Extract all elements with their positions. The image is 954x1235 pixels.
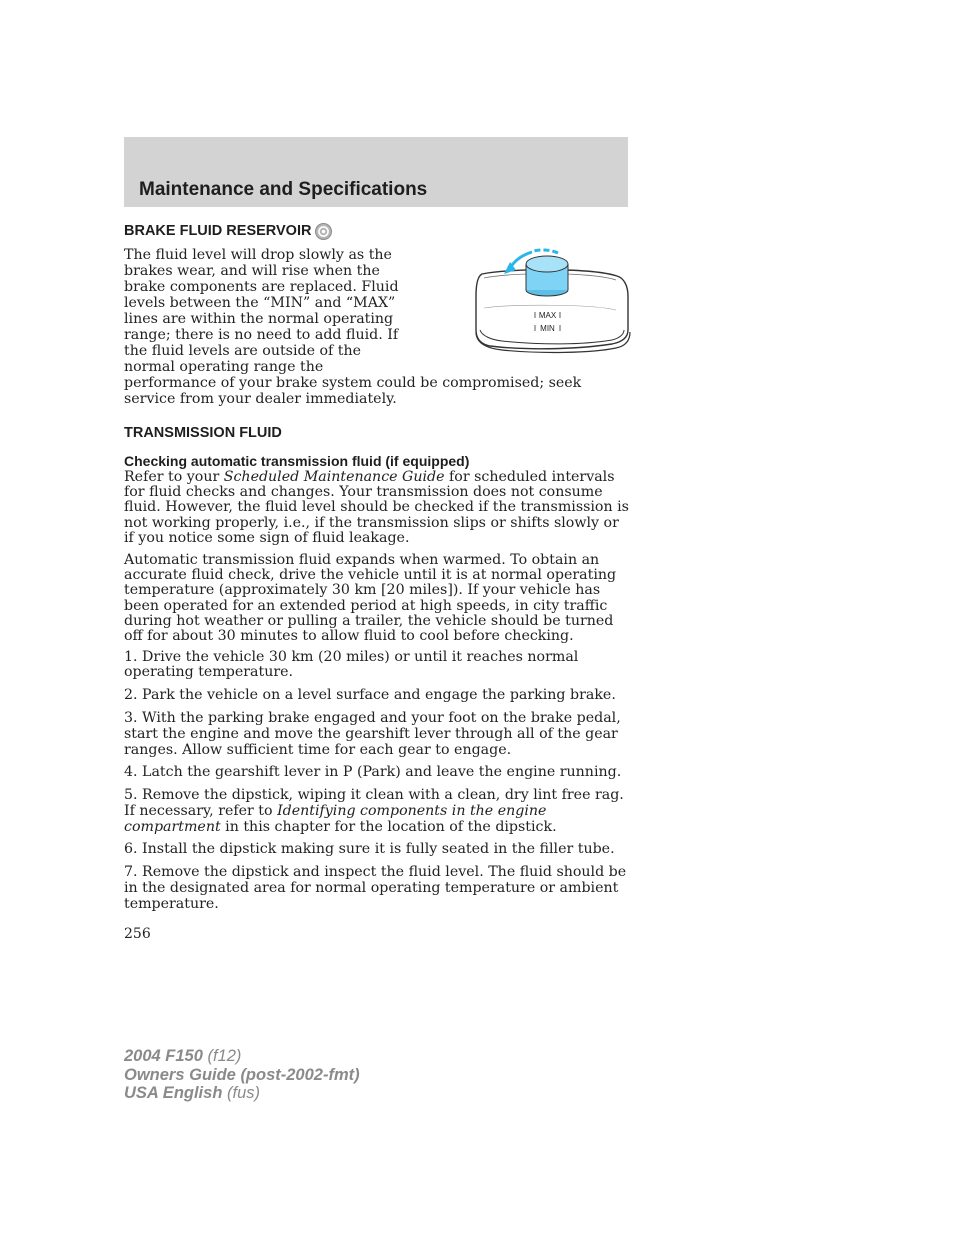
step-1: 1. Drive the vehicle 30 km (20 miles) or until it reaches normal operating temperature.	[124, 649, 579, 681]
footer-line-3	[124, 1084, 360, 1103]
text-span: in this chapter for the location of the dipstick.	[220, 819, 557, 836]
brake-heading-row	[124, 222, 632, 240]
transmission-paragraph-1	[124, 470, 632, 546]
text-span: 5. Remove the dipstick, wiping it clean with a clean, dry lint free rag. If necessary, refer to	[124, 787, 624, 820]
section-title: Maintenance and Specifications	[139, 179, 428, 200]
step-4: 4. Latch the gearshift lever in P (Park) and leave the engine running.	[124, 763, 622, 780]
service-gear-icon	[315, 223, 332, 240]
footer-line-1	[124, 1047, 360, 1066]
brake-fluid-paragraph: The fluid level will drop slowly as the brakes wear, and will rise when the brake components are replaced. Fluid levels between the “MIN” and “MAX” lines are within the normal operating range; there is no need to add fluid. If the fluid levels are outside of the normal operating range the performance of your brake system could be compromised; seek service from your dealer immediately.	[124, 247, 582, 407]
page-number: 256	[124, 926, 151, 942]
text-span: for scheduled intervals for fluid checks and changes. Your transmission does not consume fluid. However, the fluid level should be checked if the transmission is not working properly, i.e., if the transmission slips or shifts slowly or if you notice some sign of fluid leakage.	[124, 469, 629, 546]
text-span: Refer to your	[124, 469, 224, 485]
document-footer	[124, 1047, 360, 1103]
brake-fluid-heading: BRAKE FLUID RESERVOIR	[124, 223, 312, 239]
page-content	[124, 222, 632, 912]
checking-transmission-subheading: Checking automatic transmission fluid (if equipped)	[124, 453, 470, 469]
footer-line-2: Owners Guide (post-2002-fmt)	[124, 1065, 360, 1084]
footer-model: 2004 F150	[124, 1047, 203, 1065]
brake-reservoir-figure	[402, 242, 652, 362]
step-6: 6. Install the dipstick making sure it is fully seated in the filler tube.	[124, 841, 615, 858]
transmission-fluid-heading: TRANSMISSION FLUID	[124, 425, 282, 441]
step-5	[124, 787, 632, 835]
engine-compartment-ref: Identifying components in the engine compartment	[124, 803, 547, 836]
scheduled-maintenance-guide-ref: Scheduled Maintenance Guide	[223, 469, 445, 485]
footer-model-code: (f12)	[202, 1047, 242, 1065]
footer-language-code: (fus)	[222, 1084, 260, 1102]
min-label: MIN	[540, 324, 555, 333]
step-3: 3. With the parking brake engaged and your foot on the brake pedal, start the engine and move the gearshift lever through all of the gear ranges. Allow sufficient time for each gear to engage.	[124, 709, 621, 758]
transmission-paragraph-2: Automatic transmission fluid expands when warmed. To obtain an accurate fluid check, drive the vehicle until it is at normal operating temperature (approximately 30 km [20 miles]). If your vehicle has been operated for an extended period at high speeds, in city traffic during hot weather or pulling a trailer, the vehicle should be turned off for about 30 minutes to allow fluid to cool before checking.	[124, 552, 617, 645]
step-2: 2. Park the vehicle on a level surface and engage the parking brake.	[124, 686, 616, 703]
max-label: MAX	[538, 311, 557, 320]
section-header	[124, 137, 628, 207]
step-7: 7. Remove the dipstick and inspect the fluid level. The fluid should be in the designated area for normal operating temperature or ambient temperature.	[124, 864, 627, 913]
footer-language: USA English	[124, 1084, 223, 1102]
